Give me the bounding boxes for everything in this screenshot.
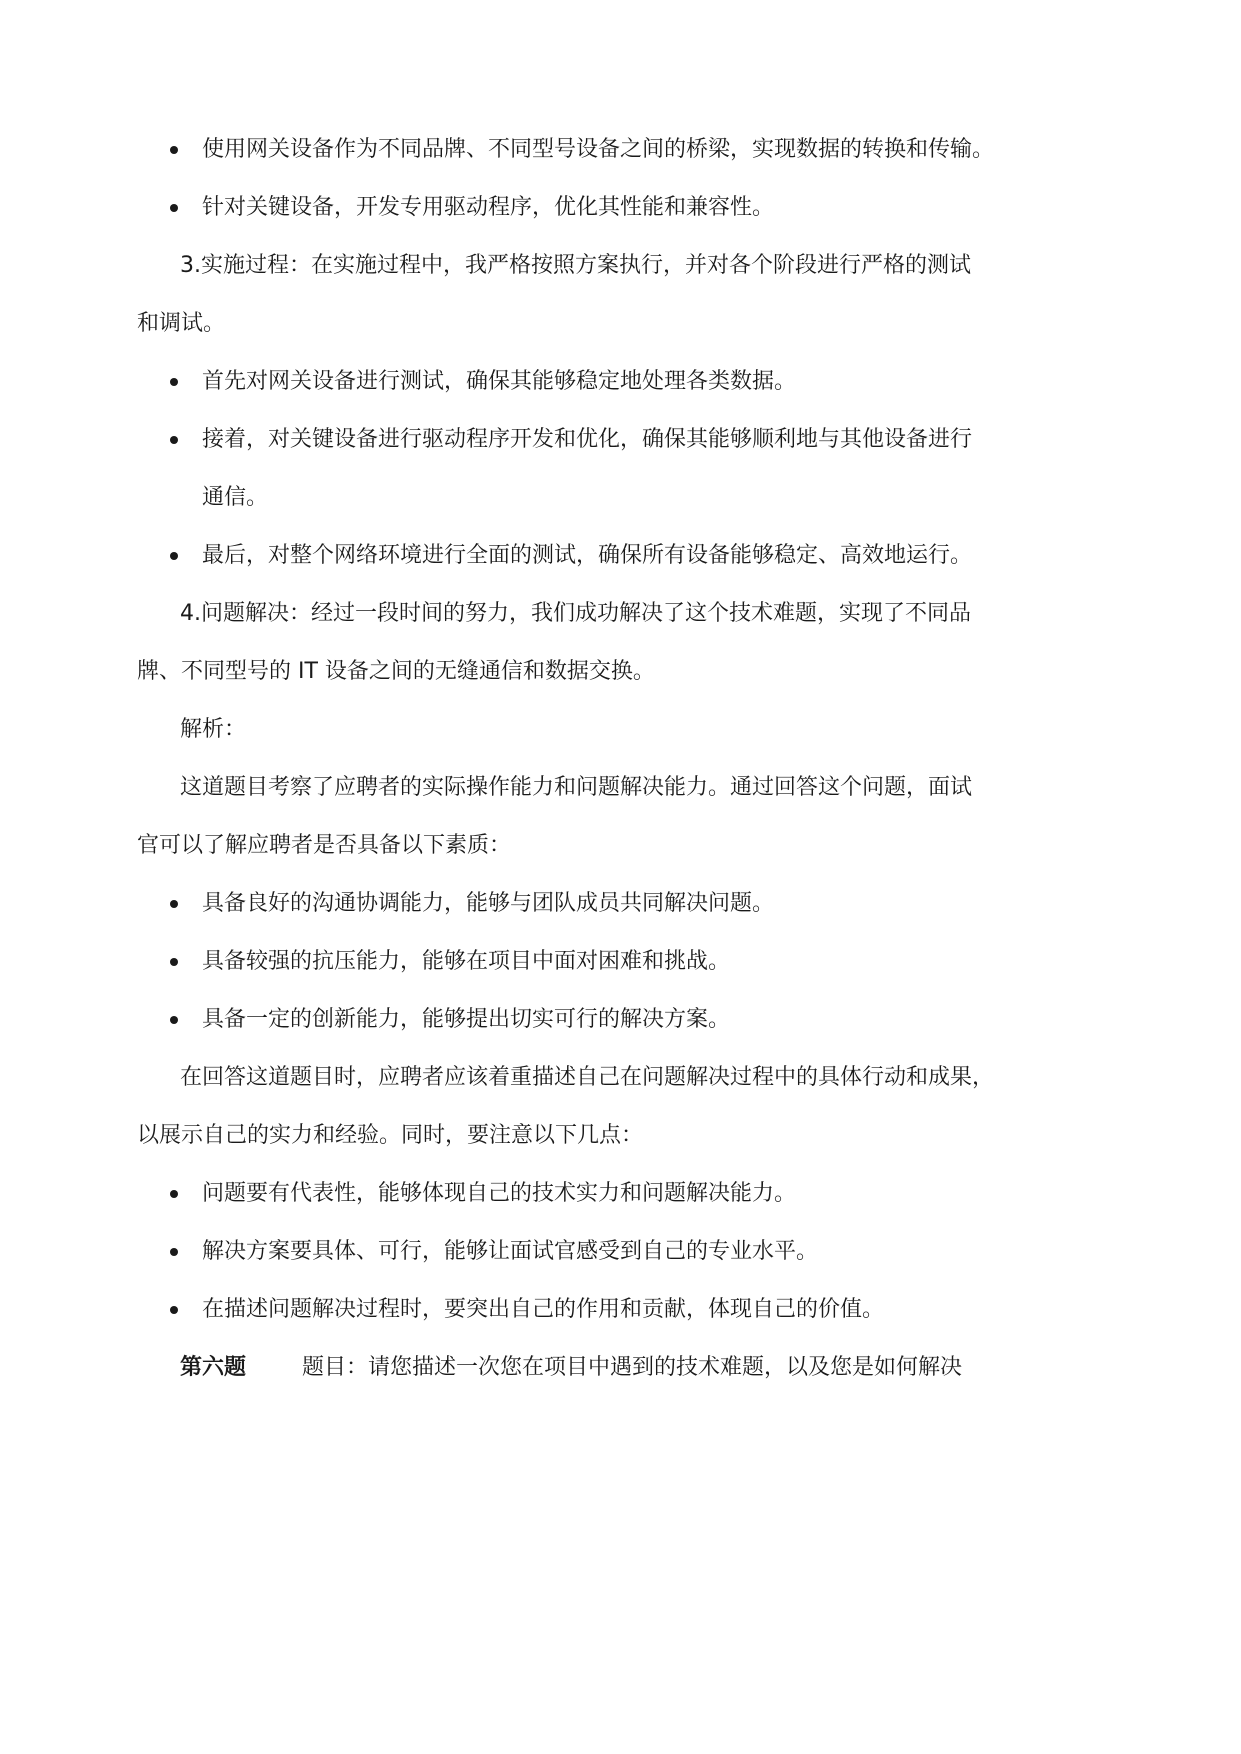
bullet-item: 最后，对整个网络环境进行全面的测试，确保所有设备能够稳定、高效地运行。 [202, 543, 973, 568]
bullet-marker [170, 146, 178, 154]
paragraph-line: 在回答这道题目时，应聘者应该着重描述自己在问题解决过程中的具体行动和成果， [180, 1065, 995, 1090]
bullet-marker [170, 552, 178, 560]
bullet-item: 使用网关设备作为不同品牌、不同型号设备之间的桥梁，实现数据的转换和传输。 [202, 137, 995, 162]
bullet-marker [170, 1248, 178, 1256]
bullet-item: 首先对网关设备进行测试，确保其能够稳定地处理各类数据。 [202, 369, 797, 394]
bullet-item: 接着，对关键设备进行驱动程序开发和优化，确保其能够顺利地与其他设备进行 [202, 427, 973, 452]
bullet-marker [170, 958, 178, 966]
bullet-marker [170, 1016, 178, 1024]
paragraph-line: 以展示自己的实力和经验。同时，要注意以下几点： [137, 1123, 644, 1148]
paragraph-line: 官可以了解应聘者是否具备以下素质： [137, 833, 512, 858]
bullet-marker [170, 378, 178, 386]
bullet-marker [170, 1190, 178, 1198]
bullet-item: 问题要有代表性，能够体现自己的技术实力和问题解决能力。 [202, 1181, 797, 1206]
bullet-item-continuation: 通信。 [202, 485, 269, 510]
question-heading: 第六题 [180, 1355, 247, 1380]
paragraph-line: 3.实施过程：在实施过程中，我严格按照方案执行，并对各个阶段进行严格的测试 [180, 253, 971, 278]
bullet-item: 具备一定的创新能力，能够提出切实可行的解决方案。 [202, 1007, 731, 1032]
bullet-marker [170, 436, 178, 444]
paragraph-line: 牌、不同型号的 IT 设备之间的无缝通信和数据交换。 [137, 659, 655, 684]
question-text: 题目：请您描述一次您在项目中遇到的技术难题，以及您是如何解决 [302, 1355, 963, 1380]
bullet-item: 解决方案要具体、可行，能够让面试官感受到自己的专业水平。 [202, 1239, 819, 1264]
bullet-item: 针对关键设备，开发专用驱动程序，优化其性能和兼容性。 [202, 195, 775, 220]
bullet-marker [170, 1306, 178, 1314]
bullet-item: 具备良好的沟通协调能力，能够与团队成员共同解决问题。 [202, 891, 775, 916]
paragraph-line: 和调试。 [137, 311, 226, 336]
bullet-item: 在描述问题解决过程时，要突出自己的作用和贡献，体现自己的价值。 [202, 1297, 885, 1322]
paragraph-line: 这道题目考察了应聘者的实际操作能力和问题解决能力。通过回答这个问题，面试 [180, 775, 973, 800]
bullet-item: 具备较强的抗压能力，能够在项目中面对困难和挑战。 [202, 949, 731, 974]
bullet-marker [170, 900, 178, 908]
bullet-marker [170, 204, 178, 212]
paragraph-line: 4.问题解决：经过一段时间的努力，我们成功解决了这个技术难题，实现了不同品 [180, 601, 971, 626]
analysis-label: 解析： [180, 717, 247, 742]
